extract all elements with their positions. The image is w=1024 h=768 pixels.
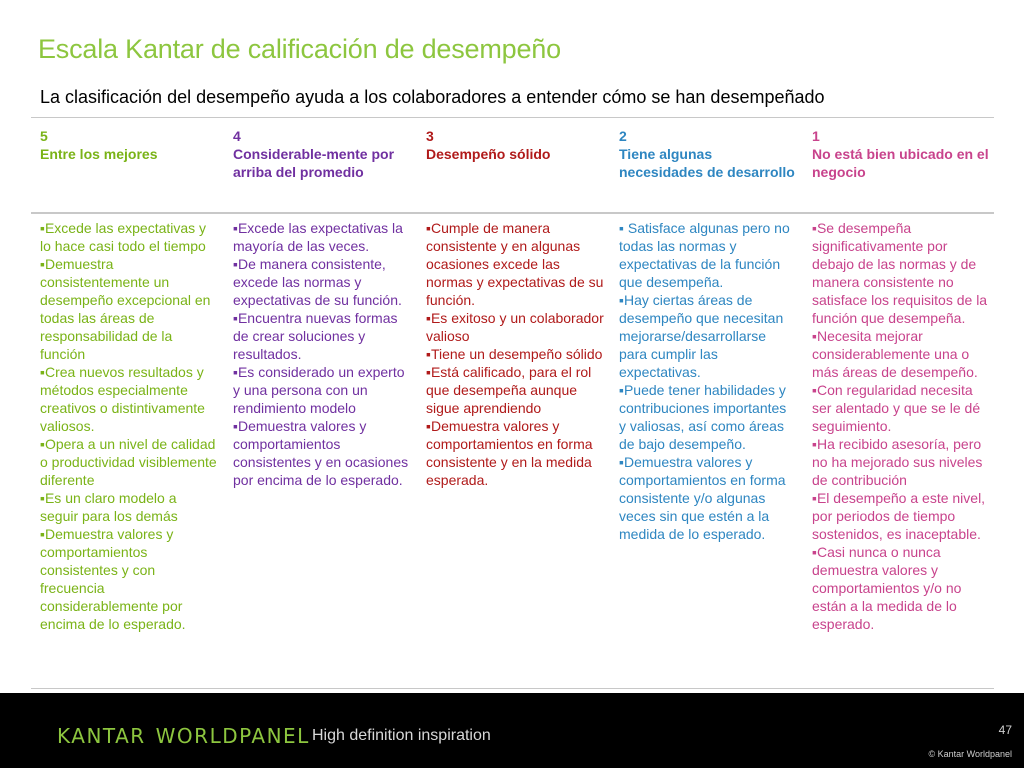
list-item: ▪ Excede las expectativas la mayoría de las veces. [233,219,411,255]
list-item: ▪ Demuestra valores y comportamientos consistentes y con frecuencia considerablemente por encima de lo esperado. [40,525,218,633]
list-item: ▪ Satisface algunas pero no todas las normas y expectativas de la función que desempeña. [619,219,797,291]
level-name: Considerable-mente por arriba del promedio [233,146,395,180]
tagline: High definition inspiration [312,727,491,744]
list-item: ▪ Demuestra valores y comportamientos en forma consistente y en la medida esperada. [426,417,604,489]
list-item: ▪ Tiene un desempeño sólido [426,345,604,363]
list-item: ▪ Con regularidad necesita ser alentado y que se le dé seguimiento. [812,381,990,435]
page-subtitle: La clasificación del desempeño ayuda a los colaboradores a entender cómo se han desempeñado [40,87,825,107]
list-item: ▪ Se desempeña significativamente por debajo de las normas y de manera consistente no satisface los requisitos de la función que desempeña. [812,219,990,327]
list-item: ▪ Cumple de manera consistente y en algunas ocasiones excede las normas y expectativas de su función. [426,219,604,309]
level-name: Desempeño sólido [426,146,551,162]
list-item: ▪ Puede tener habilidades y contribuciones importantes y valiosas, así como áreas de bajo desempeño. [619,381,797,453]
list-item: ▪ Encuentra nuevas formas de crear soluciones y resultados. [233,309,411,363]
level-number: 5 [40,128,48,144]
list-item: ▪ Casi nunca o nunca demuestra valores y comportamientos y/o no están a la medida de lo esperado. [812,543,990,633]
level-name: Entre los mejores [40,146,158,162]
list-item: ▪ Demuestra valores y comportamientos en forma consistente y/o algunas veces sin que estén a la medida de lo esperado. [619,453,797,543]
level-description [812,219,990,633]
level-header [233,127,411,181]
list-item: ▪ Excede las expectativas y lo hace casi todo el tiempo [40,219,218,255]
page-title: Escala Kantar de calificación de desempeño [38,34,561,64]
copyright: © Kantar Worldpanel [928,749,1012,759]
rating-scale-table [31,117,994,689]
logo-worldpanel-text: WORLDPANEL [155,724,310,748]
list-item: ▪ Necesita mejorar considerablemente una o más áreas de desempeño. [812,327,990,381]
list-item: ▪ Demuestra consistentemente un desempeño excepcional en todas las áreas de responsabilidad de la función [40,255,218,363]
list-item: ▪ Ha recibido asesoría, pero no ha mejorado sus niveles de contribución [812,435,990,489]
level-name: Tiene algunas necesidades de desarrollo [619,146,795,180]
list-item: ▪ Es exitoso y un colaborador valioso [426,309,604,345]
level-description [40,219,218,633]
kantar-worldpanel-logo [57,724,310,748]
level-number: 4 [233,128,241,144]
level-number: 1 [812,128,820,144]
footer-bar [0,693,1024,768]
list-item: ▪ Demuestra valores y comportamientos consistentes y en ocasiones por encima de lo esperado. [233,417,411,489]
level-description [233,219,411,489]
level-name: No está bien ubicado en el negocio [812,146,989,180]
level-header [426,127,604,163]
level-description [619,219,797,543]
list-item: ▪ De manera consistente, excede las normas y expectativas de su función. [233,255,411,309]
level-description [426,219,604,489]
list-item: ▪ Es considerado un experto y una persona con un rendimiento modelo [233,363,411,417]
page-number: 47 [998,723,1012,737]
level-number: 3 [426,128,434,144]
header-divider [31,212,994,214]
list-item: ▪ Opera a un nivel de calidad o productividad visiblemente diferente [40,435,218,489]
level-header [619,127,797,181]
level-header [40,127,218,163]
list-item: ▪ Es un claro modelo a seguir para los demás [40,489,218,525]
list-item: ▪ Está calificado, para el rol que desempeña aunque sigue aprendiendo [426,363,604,417]
logo-kantar-text: KANTAR [57,724,146,748]
level-number: 2 [619,128,627,144]
list-item: ▪ Crea nuevos resultados y métodos especialmente creativos o distintivamente valiosos. [40,363,218,435]
level-header [812,127,990,181]
list-item: ▪ El desempeño a este nivel, por periodos de tiempo sostenidos, es inaceptable. [812,489,990,543]
list-item: ▪ Hay ciertas áreas de desempeño que necesitan mejorarse/desarrollarse para cumplir las expectativas. [619,291,797,381]
